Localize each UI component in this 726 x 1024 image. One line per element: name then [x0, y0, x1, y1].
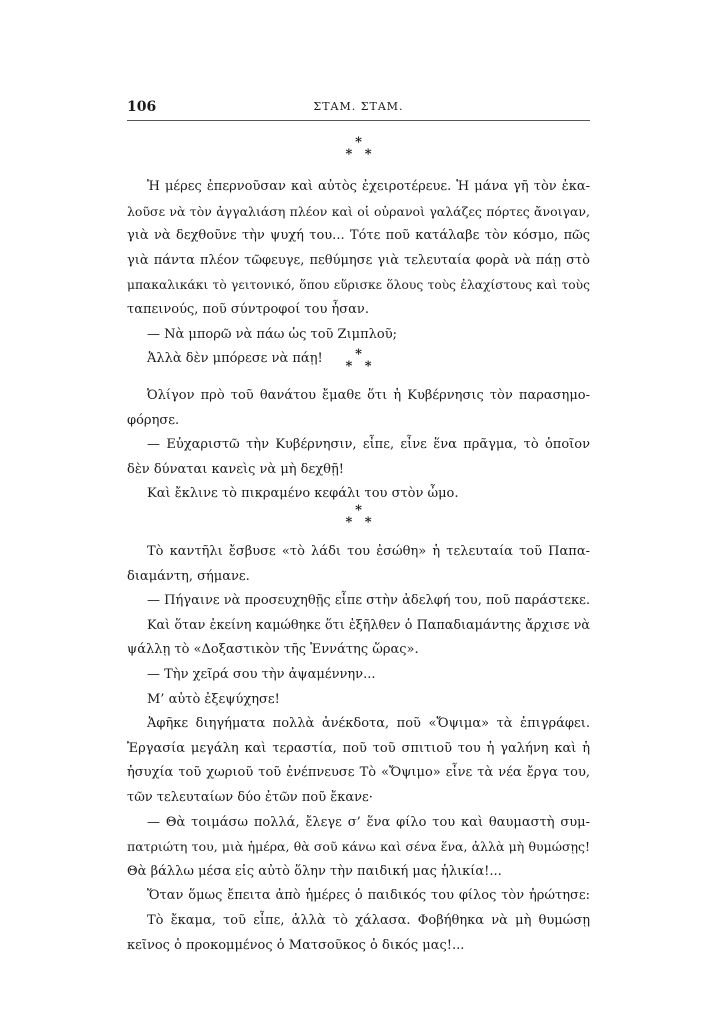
text-line: κεῖνος ὁ προκομμένος ὁ Ματσοῦκος ὁ δικός μας!...: [127, 937, 465, 953]
text-line: ἡσυχία τοῦ χωριοῦ τοῦ ἐνέπνευσε Τὸ «Ὄψιμο» εἶνε τὰ νέα ἔργα του,: [127, 765, 590, 781]
text-line: — Τὴν χεῖρά σου τὴν ἀψαμέννην...: [147, 666, 376, 682]
page-header: [127, 99, 590, 119]
text-line: Ἡ μέρες ἐπερνοῦσαν καὶ αὐτὸς ἐχειροτέρευε. Ἡ μάνα γῆ τὸν ἐκα-: [147, 179, 590, 194]
asterism-bottom: * *: [345, 359, 376, 374]
text-line: Ἐργασία μεγάλη καὶ τεραστία, ποῦ τοῦ σπιτιοῦ του ἡ γαλήνη καὶ ἡ: [127, 740, 590, 756]
text-line: — Πήγαινε νὰ προσευχηθῇς εἶπε στὴν ἀδελφή του, ποῦ παράστεκε.: [147, 593, 590, 609]
text-line: τῶν τελευταίων δύο ἐτῶν ποῦ ἔκανε·: [127, 789, 373, 805]
asterism-bottom: * *: [345, 515, 376, 530]
text-line: γιὰ πάντα πλέον τῶφευγε, πεθύμησε γιὰ τελευταία φορὰ νὰ πάῃ στὸ: [127, 252, 590, 268]
text-line: Τὸ καντῆλι ἔσβυσε «τὸ λάδι του ἐσώθη» ἡ τελευταία τοῦ Παπα-: [147, 544, 590, 559]
asterism-top: *: [355, 135, 362, 150]
asterism-2: [127, 349, 590, 373]
text-line: λοῦσε νὰ τὸν ἀγγαλιάση πλέον καὶ οἱ οὐρανοὶ γαλάζες πόρτες ἄνοιγαν,: [127, 203, 590, 219]
text-line: Καὶ ἔκλινε τὸ πικραμένο κεφάλι του στὸν ὦμο.: [147, 486, 459, 502]
text-line: — Εὐχαριστῶ τὴν Κυβέρνησιν, εἶπε, εἶνε ἕνα πρᾶγμα, τὸ ὁποῖον: [147, 437, 590, 453]
section-3: [127, 540, 590, 958]
text-line: Ὀλίγον πρὸ τοῦ θανάτου ἔμαθε ὅτι ἡ Κυβέρνησις τὸν παρασημο-: [147, 388, 590, 403]
text-line: δὲν δύναται κανεὶς νὰ μὴ δεχθῇ!: [127, 461, 344, 477]
text-line: μπακαλικάκι τὸ γειτονικό, ὅπου εὕρισκε ὅλους τοὺς ἐλαχίστους καὶ τοὺς: [127, 278, 590, 293]
section-2: [127, 384, 590, 507]
text-line: φόρησε.: [127, 412, 180, 428]
header-rule: [127, 120, 590, 121]
asterism-top: *: [355, 503, 362, 518]
asterism-bottom: * *: [345, 147, 376, 162]
text-line: πατριώτη του, μιὰ ἡμέρα, θὰ σοῦ κάνω καὶ σένα ἕνα, ἀλλὰ μὴ θυμώσῃς!: [127, 839, 590, 855]
asterism-3: [127, 505, 590, 529]
asterism-top: *: [355, 347, 362, 362]
page-number: 106: [127, 99, 157, 115]
text-line: γιὰ νὰ δεχθοῦνε τὴν ψυχή του... Τότε ποῦ κατάλαβε τὸν κόσμο, πῶς: [127, 228, 590, 244]
text-line: Ὅταν ὅμως ἔπειτα ἀπὸ ἡμέρες ὁ παιδικός του φίλος τὸν ἠρώτησε:: [147, 888, 590, 904]
asterism-1: [127, 137, 590, 161]
text-line: ψάλλῃ τὸ «Δοξαστικὸν τῆς Ἐννάτης ὥρας».: [127, 642, 419, 658]
text-line: Τὸ ἔκαμα, τοῦ εἶπε, ἀλλὰ τὸ χάλασα. Φοβήθηκα νὰ μὴ θυμώσῃ: [147, 912, 590, 928]
text-line: Μ’ αὐτὸ ἐξεψύχησε!: [147, 691, 280, 707]
text-line: Ἀφῆκε διηγήματα πολλὰ ἀνέκδοτα, ποῦ «Ὄψιμα» τὰ ἐπιγράφει.: [147, 716, 590, 732]
text-line: Καὶ ὅταν ἐκείνη καμώθηκε ὅτι ἐξῆλθεν ὁ Παπαδιαμάντης ἄρχισε νὰ: [147, 617, 590, 633]
section-1: [127, 175, 590, 372]
text-line: Ἀλλὰ δὲν μπόρεσε νὰ πάῃ!: [147, 351, 323, 367]
text-line: — Θὰ τοιμάσω πολλά, ἔλεγε σ’ ἕνα φίλο του καὶ θαυμαστὴ συμ-: [147, 814, 590, 830]
text-line: διαμάντη, σήμανε.: [127, 568, 250, 584]
text-line: Θὰ βάλλω μέσα εἰς αὐτὸ ὅλην τὴν παιδική μας ἡλικία!...: [127, 863, 502, 879]
running-head: ΣΤΑΜ. ΣΤΑΜ.: [313, 100, 404, 113]
text-line: ταπεινούς, ποῦ σύντροφοί του ἦσαν.: [127, 301, 369, 317]
text-line: — Νὰ μπορῶ νὰ πάω ὡς τοῦ Ζιμπλοῦ;: [147, 326, 398, 342]
